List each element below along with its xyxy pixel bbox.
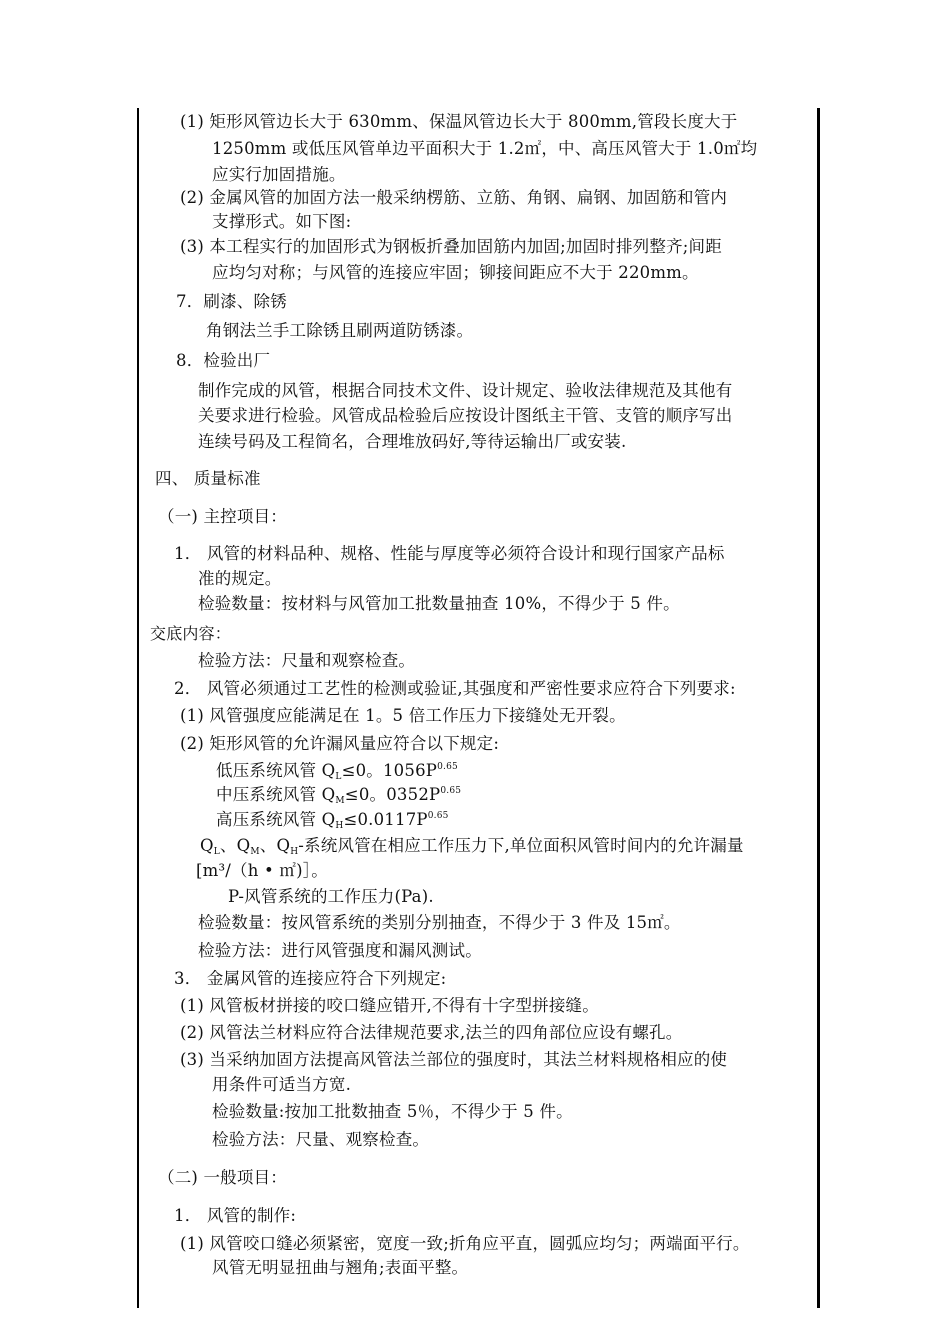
text-line: 检验方法：尺量和观察检查。 xyxy=(198,651,416,670)
formula-high-pressure: 高压系统风管 $Q_H\le 0.0117P^{0.65}$ xyxy=(216,810,449,831)
disclosure-label: 交底内容： xyxy=(150,624,232,643)
text-line: 用条件可适当方宽. xyxy=(212,1075,352,1094)
text-line: (1) 风管咬口缝必须紧密，宽度一致;折角应平直，圆弧应均匀；两端面平行。 xyxy=(180,1234,750,1253)
formula-medium-pressure: 中压系统风管 $Q_M\le 0$。$0352P^{0.65}$ xyxy=(216,785,462,806)
text-line: (1) 矩形风管边长大于 630mm、保温风管边长大于 800mm,管段长度大于 xyxy=(180,112,738,131)
formula-low-pressure: 低压系统风管 $Q_L\le 0$。$1056P^{0.65}$ xyxy=(216,761,458,782)
formula-legend: $Q_L$、$Q_M$、$Q_H-$系统风管在相应工作压力下,单位面积风管时间内的允许漏量 xyxy=(200,836,744,857)
text-line: 1． 风管的制作: xyxy=(174,1206,297,1225)
text-line: (3) 当采纳加固方法提高风管法兰部位的强度时，其法兰材料规格相应的使 xyxy=(180,1050,728,1069)
text-line: (2) 风管法兰材料应符合法律规范要求,法兰的四角部位应设有螺孔。 xyxy=(180,1023,683,1042)
subsection-heading: （二) 一般项目： xyxy=(158,1168,287,1187)
text-line: P-风管系统的工作压力(Pa). xyxy=(228,887,434,906)
text-line: 检验数量：按材料与风管加工批数量抽查 10%，不得少于 5 件。 xyxy=(198,594,680,613)
text-line: 连续号码及工程简名，合理堆放码好,等待运输出厂或安装. xyxy=(198,432,627,451)
table-right-border xyxy=(817,108,820,1308)
text-line: (1) 风管强度应能满足在 1。5 倍工作压力下接缝处无开裂。 xyxy=(180,706,626,725)
chapter-heading: 四、 质量标准 xyxy=(155,469,261,488)
section-heading: 8．检验出厂 xyxy=(176,351,271,370)
text-line: 应均匀对称；与风管的连接应牢固；铆接间距应不大于 220mm。 xyxy=(212,263,699,282)
text-line: 支撑形式。如下图: xyxy=(212,212,352,231)
text-line: (2) 矩形风管的允许漏风量应符合以下规定: xyxy=(180,734,500,753)
text-line: 检验方法：进行风管强度和漏风测试。 xyxy=(198,941,482,960)
text-line: 角钢法兰手工除锈且刷两道防锈漆。 xyxy=(206,321,474,340)
text-line: 3． 金属风管的连接应符合下列规定: xyxy=(174,969,447,988)
section-heading: 7．刷漆、除锈 xyxy=(176,292,287,311)
text-line: 风管无明显扭曲与翘角;表面平整。 xyxy=(212,1258,469,1277)
text-line: 1250mm 或低压风管单边平面积大于 1.2㎡，中、高压风管大于 1.0㎡均 xyxy=(212,139,758,158)
text-line: 检验数量:按加工批数抽查 5％，不得少于 5 件。 xyxy=(212,1102,573,1121)
table-left-border xyxy=(137,108,139,1308)
subsection-heading: （一) 主控项目： xyxy=(158,507,287,526)
text-line: [m³/（h • ㎡)］。 xyxy=(196,861,328,880)
text-line: (2) 金属风管的加固方法一般采纳楞筋、立筋、角钢、扁钢、加固筋和管内 xyxy=(180,188,728,207)
text-line: (3) 本工程实行的加固形式为钢板折叠加固筋内加固;加固时排列整齐;间距 xyxy=(180,237,722,256)
text-line: 检验方法：尺量、观察检查。 xyxy=(212,1130,430,1149)
text-line: 应实行加固措施。 xyxy=(212,165,346,184)
text-line: 关要求进行检验。风管成品检验后应按设计图纸主干管、支管的顺序写出 xyxy=(198,406,733,425)
text-line: 2． 风管必须通过工艺性的检测或验证,其强度和严密性要求应符合下列要求: xyxy=(174,679,736,698)
text-line: 制作完成的风管，根据合同技术文件、设计规定、验收法律规范及其他有 xyxy=(198,381,733,400)
text-line: 准的规定。 xyxy=(198,569,282,588)
text-line: 检验数量：按风管系统的类别分别抽查，不得少于 3 件及 15㎡。 xyxy=(198,913,681,932)
text-line: (1) 风管板材拼接的咬口缝应错开,不得有十字型拼接缝。 xyxy=(180,996,599,1015)
text-line: 1． 风管的材料品种、规格、性能与厚度等必须符合设计和现行国家产品标 xyxy=(174,544,725,563)
